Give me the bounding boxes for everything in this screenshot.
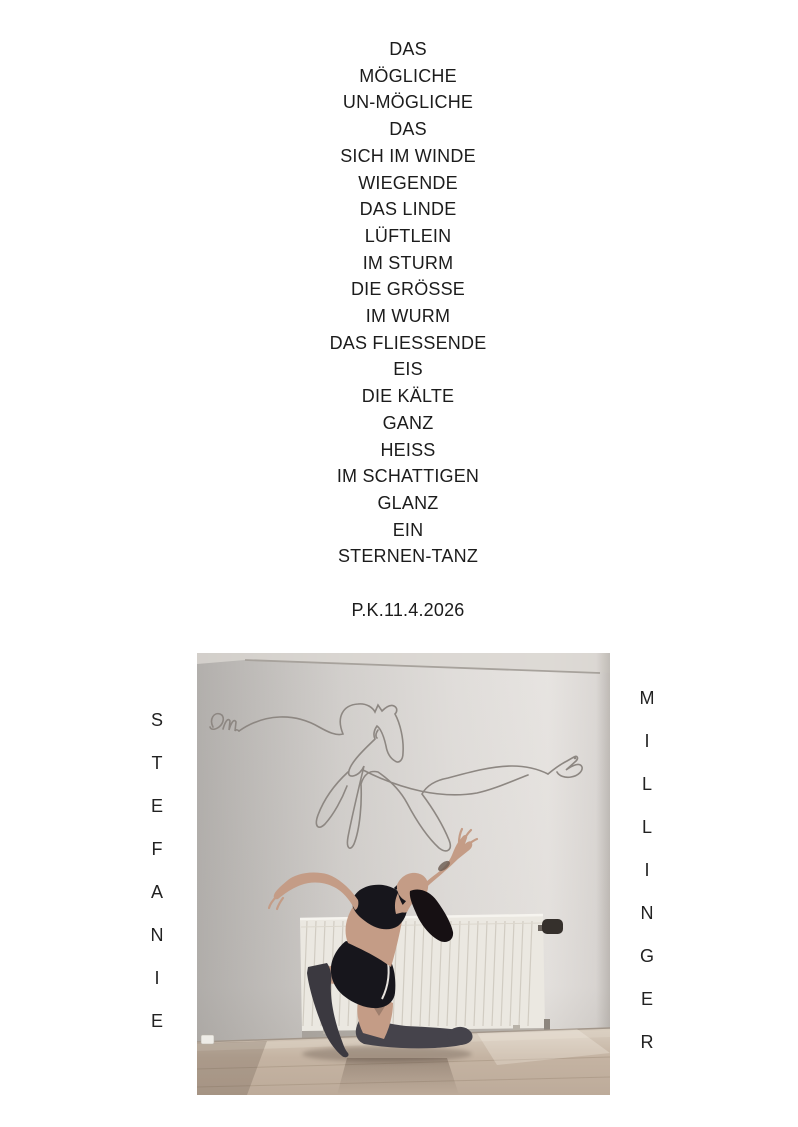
poem-line: DAS	[389, 119, 427, 140]
radiator-foot-right	[513, 1025, 520, 1031]
name-letter: G	[639, 946, 654, 966]
poem-line: DIE KÄLTE	[361, 386, 455, 407]
poem-line: LÜFTLEIN	[364, 225, 452, 246]
poem-line: EIS	[393, 359, 423, 380]
radiator-pipe	[544, 1019, 550, 1030]
poem-line: DAS	[389, 39, 427, 59]
poem-line: DAS LINDE	[359, 199, 457, 220]
name-letter: S	[150, 710, 163, 730]
poem-line: EIN	[392, 519, 424, 540]
poem-lines	[18, 36, 798, 570]
poem-line: UN-MÖGLICHE	[342, 92, 474, 113]
poem-line: IM WURM	[365, 306, 451, 327]
name-letter: E	[640, 989, 653, 1009]
poem-line: HEISS	[380, 439, 436, 460]
vertical-name-stefanie	[141, 712, 173, 1030]
name-letter: L	[641, 817, 652, 837]
name-letter: N	[640, 903, 654, 923]
poem-line: WIEGENDE	[358, 172, 458, 193]
poem-line: GANZ	[382, 412, 434, 433]
poem-line: STERNEN-TANZ	[337, 546, 479, 567]
poem-line: IM SCHATTIGEN	[336, 466, 480, 487]
name-letter: I	[644, 731, 650, 751]
poem-line: DIE GRÖSSE	[350, 279, 466, 300]
poem-line: IM STURM	[362, 252, 454, 273]
flourish-dot	[574, 757, 577, 760]
poem-line: GLANZ	[377, 492, 439, 513]
wall-socket	[201, 1035, 214, 1044]
name-letter: L	[641, 774, 652, 794]
name-letter: A	[150, 882, 163, 902]
wall-corner-shade	[596, 653, 610, 1045]
dance-photo	[197, 653, 610, 1095]
name-letter: M	[639, 688, 655, 708]
name-letter: E	[150, 1011, 163, 1031]
name-letter: T	[151, 753, 163, 773]
radiator-valve	[542, 919, 563, 934]
name-letter: I	[154, 968, 160, 988]
name-letter: R	[640, 1032, 654, 1052]
name-letter: E	[150, 796, 163, 816]
poem	[18, 36, 798, 624]
name-letter: F	[151, 839, 163, 859]
poem-line: SICH IM WINDE	[340, 145, 476, 166]
poem-date-signature: P.K.11.4.2026	[351, 600, 465, 621]
poem-line: MÖGLICHE	[359, 65, 457, 86]
vertical-name-millinger	[631, 690, 663, 1051]
figure-reflection	[337, 1058, 459, 1095]
name-letter: N	[150, 925, 164, 945]
poem-line: DAS FLIESSENDE	[329, 332, 487, 353]
name-letter: I	[644, 860, 650, 880]
